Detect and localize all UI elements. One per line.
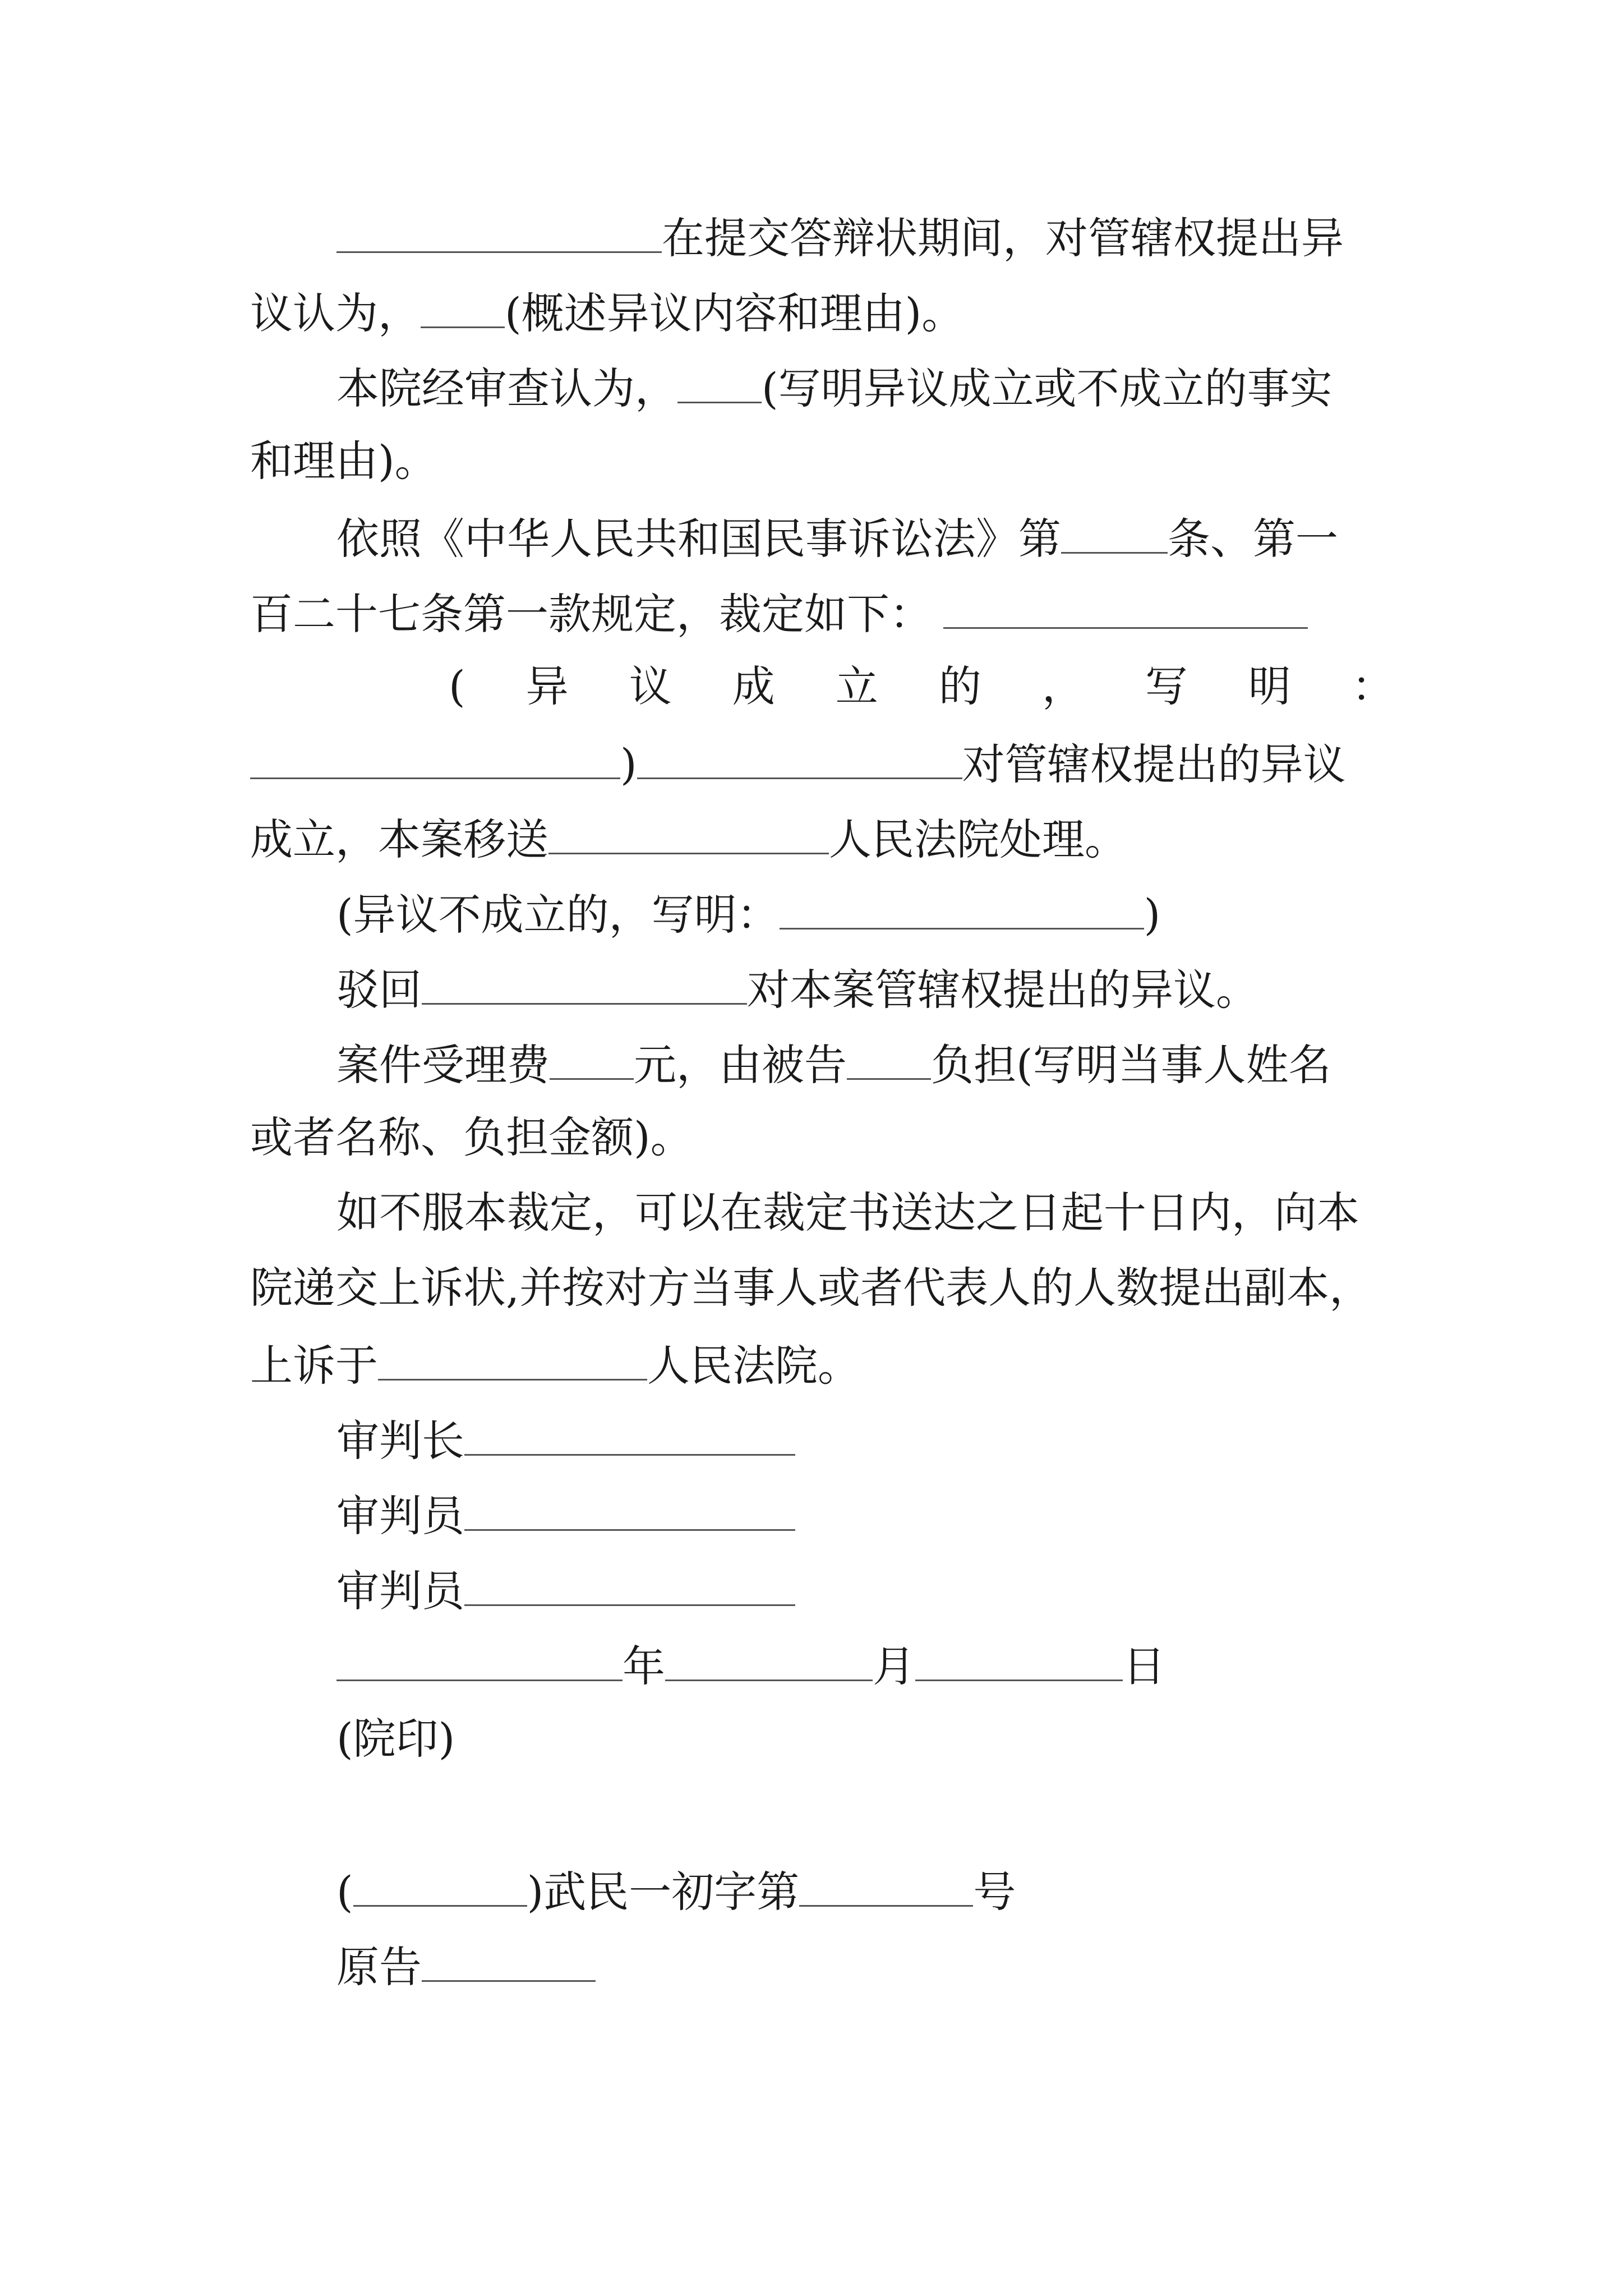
blank-ruling[interactable] (943, 585, 1308, 629)
ruling-upheld-line-3 (250, 810, 1394, 864)
ruling-rejected-line (336, 885, 1394, 939)
char: 的 (938, 661, 981, 711)
char: ， (1041, 661, 1085, 711)
ruling-upheld-line-1 (449, 660, 1394, 714)
case-number-line (336, 1862, 1394, 1916)
label: 审判长 (336, 1416, 464, 1465)
objection-line-2 (250, 284, 1394, 338)
blank-judge[interactable] (464, 1487, 795, 1531)
fee-line-1 (336, 1036, 1394, 1089)
char: 成 (732, 661, 775, 711)
char: ： (1351, 661, 1394, 711)
text: 依照《中华人民共和国民事诉讼法》第 (336, 514, 1061, 563)
blank-party[interactable] (336, 209, 662, 253)
text: )武民一初字第 (527, 1867, 800, 1916)
char: 写 (1145, 661, 1188, 711)
blank-transfer-court[interactable] (548, 810, 829, 854)
text: (异议不成立的，写明： (336, 890, 780, 939)
text: (概述异议内容和理由)。 (505, 288, 965, 338)
text: 本院经审查认为， (336, 364, 677, 413)
plaintiff-line (336, 1938, 1394, 1991)
text: 月 (873, 1641, 915, 1691)
text: 成立，本案移送 (250, 815, 548, 864)
blank-appeal-court[interactable] (378, 1336, 647, 1381)
objection-line-1 (336, 209, 1394, 263)
text: 或者名称、负担金额)。 (250, 1112, 693, 1162)
review-line-1 (336, 359, 1394, 413)
appeal-line-2 (250, 1261, 1394, 1315)
ruling-upheld-line-2 (250, 735, 1394, 789)
chief-judge-line (336, 1411, 1394, 1465)
blank-party[interactable] (422, 960, 747, 1005)
section2-title (336, 1787, 1394, 1841)
text: 号 (973, 1867, 1016, 1916)
blank-case-number[interactable] (799, 1862, 973, 1907)
label: 原告 (336, 1942, 422, 1991)
text: 日 (1123, 1641, 1165, 1691)
text: 驳回 (336, 965, 422, 1014)
text: 在提交答辩状期间，对管辖权提出异 (662, 213, 1344, 263)
blank-year[interactable] (336, 1637, 623, 1681)
blank-rejected-detail[interactable] (780, 885, 1144, 930)
text: 和理由)。 (250, 436, 437, 486)
blank-party[interactable] (637, 735, 962, 779)
blank-defendant[interactable] (847, 1036, 931, 1080)
text: 百二十七条第一款规定，裁定如下： (250, 589, 932, 638)
date-line (336, 1637, 1394, 1691)
label: 审判员 (336, 1491, 464, 1540)
char: ( (449, 661, 465, 711)
blank-day[interactable] (915, 1637, 1123, 1681)
text: (院印) (336, 1714, 455, 1764)
text: 院递交上诉状,并按对方当事人或者代表人的人数提出副本， (250, 1263, 1372, 1313)
text: 人民法院处理。 (829, 815, 1127, 864)
text: ) (1144, 890, 1161, 939)
char: 议 (629, 661, 672, 711)
text: 对管辖权提出的异议 (962, 739, 1346, 789)
char: 明 (1248, 661, 1291, 711)
blank-judge[interactable] (464, 1562, 795, 1606)
blank-upheld-detail[interactable] (250, 735, 620, 779)
text: (写明异议成立或不成立的事实 (762, 364, 1332, 413)
blank-fee-amount[interactable] (550, 1036, 634, 1080)
blank-chief-judge[interactable] (464, 1411, 795, 1456)
blank-month[interactable] (665, 1637, 873, 1681)
char: 异 (525, 661, 569, 711)
blank-review[interactable] (677, 359, 762, 403)
appeal-line-1 (336, 1186, 1394, 1240)
text: 人民法院。 (647, 1341, 860, 1390)
appeal-line-3 (250, 1336, 1394, 1390)
text: 议认为， (250, 288, 421, 338)
text: 条、第一 (1168, 514, 1338, 563)
review-line-2 (250, 434, 1394, 488)
dismiss-line (336, 960, 1394, 1014)
fee-line-2 (250, 1111, 1394, 1165)
blank-objection[interactable] (421, 284, 505, 328)
label: 审判员 (336, 1566, 464, 1616)
blank-plaintiff[interactable] (422, 1938, 596, 1982)
text: ( (336, 1867, 353, 1916)
judge-line-1 (336, 1487, 1394, 1540)
text: 案件受理费 (336, 1040, 550, 1089)
blank-article[interactable] (1061, 509, 1168, 554)
blank-case-year[interactable] (353, 1862, 527, 1907)
text: ) (620, 739, 637, 789)
char: 立 (835, 661, 878, 711)
text: 负担(写明当事人姓名 (931, 1040, 1331, 1089)
legal-basis-line-2 (250, 585, 1394, 638)
legal-basis-line-1 (336, 509, 1394, 563)
text: 如不服本裁定，可以在裁定书送达之日起十日内，向本 (336, 1188, 1359, 1237)
text: 对本案管辖权提出的异议。 (747, 965, 1258, 1014)
judge-line-2 (336, 1562, 1394, 1616)
text: 上诉于 (250, 1341, 378, 1390)
court-seal (336, 1712, 1394, 1766)
text: 年 (623, 1641, 665, 1691)
text: 元，由被告 (634, 1040, 847, 1089)
